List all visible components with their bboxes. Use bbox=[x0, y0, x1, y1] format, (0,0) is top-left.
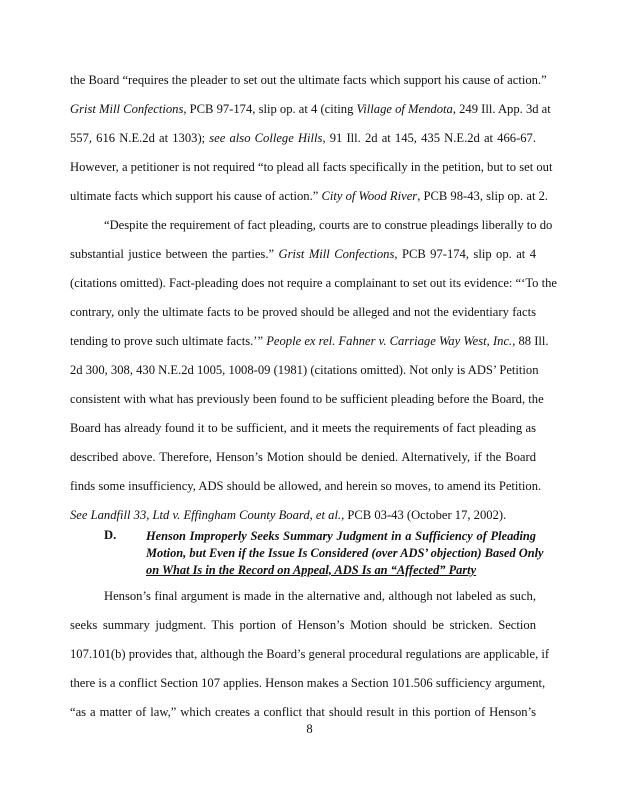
body-line bbox=[70, 362, 539, 378]
body-line bbox=[70, 304, 536, 320]
line-text: finds some insufficiency, ADS should be allowed, and herein so moves, to amend its Petition. bbox=[70, 479, 542, 493]
body-line bbox=[70, 391, 544, 407]
line-text: tending to prove such ultimate facts.’” bbox=[70, 334, 267, 348]
line-text: 2d 300, 308, 430 N.E.2d 1005, 1008-09 (1981) (citations omitted). Not only is ADS’ Petition bbox=[70, 363, 539, 377]
citation-text: People ex rel. Fahner v. Carriage Way West, Inc. bbox=[266, 334, 513, 348]
line-text: , PCB 97-174, slip op. at 4 (citing bbox=[183, 102, 357, 116]
line-text: ultimate facts which support his cause of action.” bbox=[70, 189, 322, 203]
citation-text: See Landfill 33, Ltd v. Effingham County Board, et al. bbox=[70, 508, 342, 522]
body-line bbox=[70, 675, 546, 691]
line-text: , 249 Ill. App. 3d at bbox=[452, 102, 551, 116]
citation-text: Grist Mill Confections bbox=[70, 102, 184, 116]
line-text: (citations omitted). Fact-pleading does not require a complainant to set out its evidence: “‘To the bbox=[70, 276, 557, 290]
body-line bbox=[70, 72, 547, 88]
body-line bbox=[70, 101, 551, 117]
line-text: , PCB 97-174, slip op. at 4 bbox=[394, 247, 537, 261]
line-text: described above. Therefore, Henson’s Motion should be denied. Alternatively, if the Board bbox=[70, 450, 536, 464]
line-text: , 91 Ill. 2d at 145, 435 N.E.2d at 466-67. bbox=[322, 131, 537, 145]
section-heading-line-3: on What Is in the Record on Appeal, ADS Is an “Affected” Party bbox=[146, 563, 477, 577]
line-text: , PCB 03-43 (October 17, 2002). bbox=[341, 508, 507, 522]
body-line bbox=[70, 246, 536, 262]
body-line bbox=[70, 275, 557, 291]
section-heading-line-1: Henson Improperly Seeks Summary Judgment in a Sufficiency of Pleading bbox=[146, 529, 536, 543]
body-line bbox=[70, 159, 553, 175]
body-line bbox=[70, 420, 536, 436]
section-label: D. bbox=[104, 528, 117, 542]
line-text: , PCB 98-43, slip op. at 2. bbox=[417, 189, 549, 203]
citation-text: City of Wood River bbox=[321, 189, 418, 203]
line-text: there is a conflict Section 107 applies. Henson makes a Section 101.506 sufficiency argument, bbox=[70, 676, 546, 690]
line-text: Henson’s final argument is made in the alternative and, although not labeled as such, bbox=[104, 589, 536, 603]
body-line bbox=[104, 588, 536, 604]
body-line bbox=[70, 188, 549, 204]
line-text: 557, 616 N.E.2d at 1303); bbox=[70, 131, 210, 145]
body-line bbox=[104, 217, 553, 233]
citation-text: Grist Mill Confections bbox=[278, 247, 395, 261]
line-text: “Despite the requirement of fact pleading, courts are to construe pleadings liberally to do bbox=[104, 218, 553, 232]
line-text: 107.101(b) provides that, although the Board’s general procedural regulations are applicable, if bbox=[70, 647, 550, 661]
body-line bbox=[70, 646, 550, 662]
body-line bbox=[70, 704, 536, 720]
section-heading-line-2: Motion, but Even if the Issue Is Considered (over ADS’ objection) Based Only bbox=[146, 546, 544, 560]
line-text: , 88 Ill. bbox=[512, 334, 549, 348]
body-line bbox=[70, 617, 536, 633]
body-line bbox=[70, 333, 549, 349]
body-line bbox=[70, 507, 536, 523]
line-text: the Board “requires the pleader to set out the ultimate facts which support his cause of action.” bbox=[70, 73, 547, 87]
line-text: However, a petitioner is not required “to plead all facts specifically in the petition, but to set out bbox=[70, 160, 553, 174]
line-text: “as a matter of law,” which creates a conflict that should result in this portion of Henson’s bbox=[70, 705, 536, 719]
line-text: contrary, only the ultimate facts to be proved should be alleged and not the evidentiary facts bbox=[70, 305, 536, 319]
body-line bbox=[70, 449, 536, 465]
body-line bbox=[70, 130, 536, 146]
line-text: seeks summary judgment. This portion of Henson’s Motion should be stricken. Section bbox=[70, 618, 536, 632]
page-number: 8 bbox=[306, 722, 313, 736]
line-text: consistent with what has previously been found to be sufficient pleading before the Board, the bbox=[70, 392, 544, 406]
citation-text: see also College Hills bbox=[209, 131, 323, 145]
body-line bbox=[70, 478, 542, 494]
line-text: Board has already found it to be sufficient, and it meets the requirements of fact pleading as bbox=[70, 421, 536, 435]
citation-text: Village of Mendota bbox=[356, 102, 453, 116]
line-text: substantial justice between the parties.” bbox=[70, 247, 279, 261]
